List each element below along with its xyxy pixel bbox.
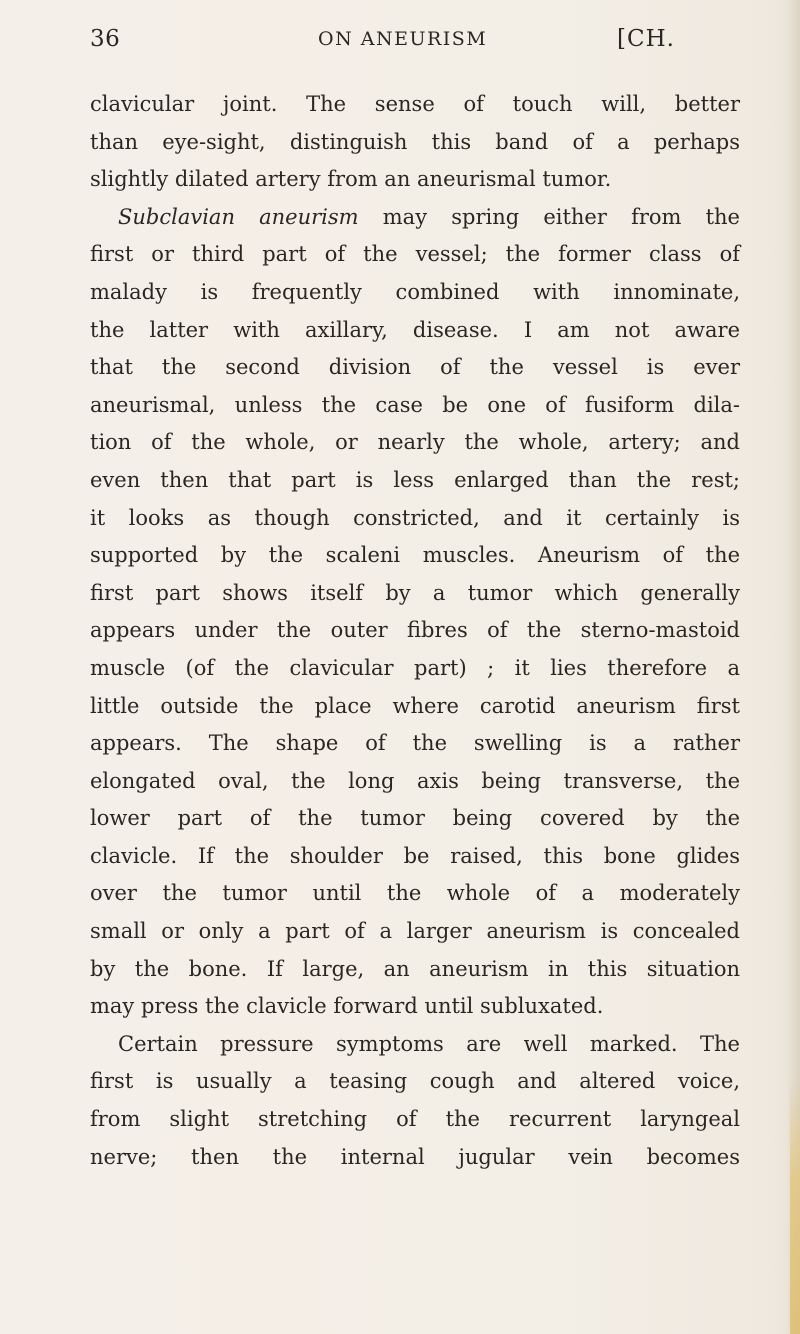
text-line-paragraph-start: [90, 199, 740, 237]
text-line: first or third part of the vessel; the former class of: [90, 242, 740, 267]
text-line: first is usually a teasing cough and altered voice,: [90, 1069, 740, 1094]
body-text: [90, 86, 740, 1176]
text-line: aneurismal, unless the case be one of fusiform dila-: [90, 392, 740, 417]
running-head: [0, 26, 800, 62]
text-line: appears under the outer fibres of the sterno-mastoid: [90, 618, 740, 643]
text-line-rest: may spring either from the: [382, 204, 740, 229]
text-line: by the bone. If large, an aneurism in this situation: [90, 956, 740, 981]
text-line-paragraph-start: Certain pressure symptoms are well marked. The: [118, 1031, 740, 1056]
text-line: clavicle. If the shoulder be raised, this bone glides: [90, 843, 740, 868]
text-line: nerve; then the internal jugular vein becomes: [90, 1144, 740, 1169]
text-line: slightly dilated artery from an aneurismal tumor.: [90, 167, 612, 192]
italic-term: Subclavian aneurism: [118, 204, 359, 229]
running-head-chapter: [CH.: [617, 26, 675, 52]
text-line: appears. The shape of the swelling is a rather: [90, 731, 740, 756]
text-line: tion of the whole, or nearly the whole, artery; and: [90, 430, 740, 455]
text-line: little outside the place where carotid aneurism first: [90, 693, 740, 718]
text-line: over the tumor until the whole of a moderately: [90, 881, 740, 906]
text-line: supported by the scaleni muscles. Aneurism of the: [90, 543, 740, 568]
text-line: first part shows itself by a tumor which generally: [90, 580, 740, 605]
text-line: it looks as though constricted, and it certainly is: [90, 505, 740, 530]
text-line: lower part of the tumor being covered by the: [90, 806, 740, 831]
text-line: than eye-sight, distinguish this band of a perhaps: [90, 129, 740, 154]
text-line: malady is frequently combined with innominate,: [90, 279, 740, 304]
text-line: elongated oval, the long axis being transverse, the: [90, 768, 740, 793]
text-line: that the second division of the vessel is ever: [90, 355, 740, 380]
text-line: muscle (of the clavicular part) ; it lies therefore a: [90, 655, 740, 680]
text-line: the latter with axillary, disease. I am not aware: [90, 317, 740, 342]
text-line: from slight stretching of the recurrent laryngeal: [90, 1107, 740, 1132]
page-edge-stain: [790, 1080, 800, 1334]
text-line: clavicular joint. The sense of touch will, better: [90, 92, 740, 116]
page-number: 36: [90, 26, 121, 52]
text-line: even then that part is less enlarged than the rest;: [90, 467, 740, 492]
running-head-title: ON ANEURISM: [318, 28, 488, 50]
text-line: may press the clavicle forward until subluxated.: [90, 994, 604, 1019]
text-line: small or only a part of a larger aneurism is concealed: [90, 919, 740, 944]
